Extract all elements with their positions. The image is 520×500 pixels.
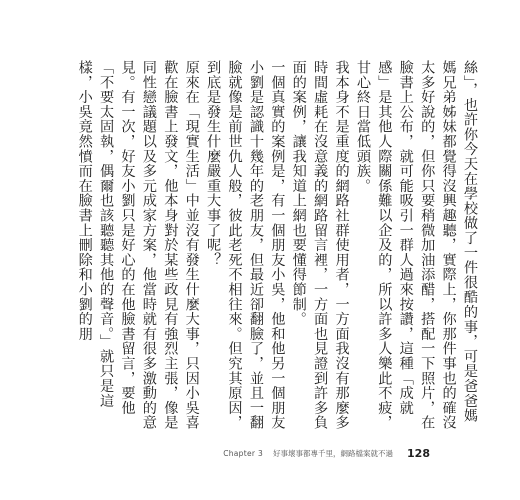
paragraph-3: 一個真實的案例是，有一個朋友小吳，他和他另一個朋友小劉是認識十幾年的老朋友，但最近卻翻臉了，並且一翻臉就像是前世仇人般，彼此老死不相往來。但究其原因，到底是發生什麼嚴重大事了呢？ [205,60,286,430]
body-text [50,60,480,435]
page-footer [223,447,430,460]
paragraph-4: 原來在「現實生活」中並沒有發生什麼大事，只因小吳喜歡在臉書上發文，他本身對於某些政見有強烈主張，像是同性戀議題以及多元成家方案，他當時就有很多激動的意見。有一次，好友小劉只是好心的在他臉書留言，要他「不要太固執，偶爾也該聽聽其他的聲音。」就只是這樣，小吳竟然憤而在臉書上刪除和小劉的朋 [76,60,200,430]
chapter-label: Chapter 3 [223,449,264,458]
paragraph-2: 我本身不是重度的網路社群使用者，一方面我沒有那麼多時間虛耗在沒意義的網路留言裡，一方面也見證到許多負面的案例，讓我知道上網也要懂得節制。 [290,60,350,430]
page-number: 128 [407,447,430,460]
running-title: 好事壞事都專千里，網路檔案就不過 [273,449,394,458]
paragraph-1: 絲」，也許你今天在學校做了一件很酷的事，可是爸爸媽媽兄弟姊妹都覺得沒興趣聽，實際上，你那件事也的確沒太多好說的，但你只要稍微加油添醋，搭配一下照片，在臉書上公布，就可能吸引一群人過來按讚，這種「成就感」是其他人際關係難以企及的，所以許多人樂此不疲，甘心終日當低頭族。 [354,60,478,430]
